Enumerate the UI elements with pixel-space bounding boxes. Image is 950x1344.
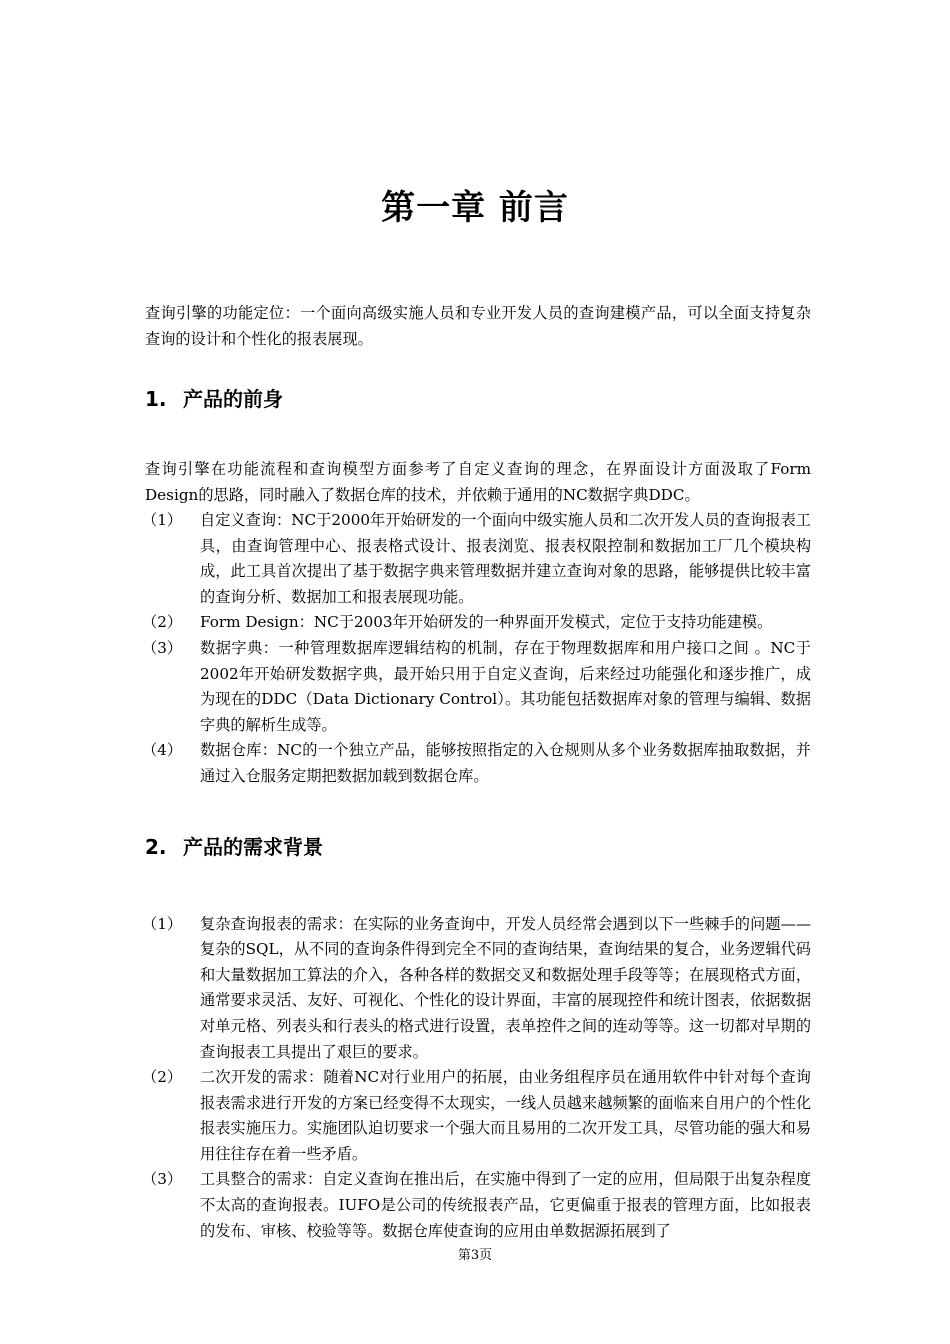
list-item-text: 自定义查询：NC于2000年开始研发的一个面向中级实施人员和二次开发人员的查询报表工具，由查询管理中心、报表格式设计、报表浏览、报表权限控制和数据加工厂几个模块构成，此工具首次提出了基于数据字典来管理数据并建立查询对象的思路，能够提供比较丰富的查询分析、数据加工和报表展现功能。 [200, 511, 811, 606]
list-item-text: 复杂查询报表的需求：在实际的业务查询中，开发人员经常会遇到以下一些棘手的问题——复杂的SQL，从不同的查询条件得到完全不同的查询结果，查询结果的复合，业务逻辑代码和大量数据加工算法的介入，各种各样的数据交叉和数据处理手段等等；在展现格式方面，通常要求灵活、友好、可视化、个性化的设计界面，丰富的展现控件和统计图表，依据数据对单元格、列表头和行表头的格式进行设置，表单控件之间的连动等等。这一切都对早期的查询报表工具提出了艰巨的要求。 [200, 914, 811, 1061]
list-item-text: 数据字典：一种管理数据库逻辑结构的机制，存在于物理数据库和用户接口之间 。NC于2002年开始研发数据字典，最开始只用于自定义查询，后来经过功能强化和逐步推广，成为现在的DDC（Data Dictionary Control）。其功能包括数据库对象的管理与编辑、数据字典的解析生成等。 [200, 638, 811, 734]
list-item-text: 工具整合的需求：自定义查询在推出后，在实施中得到了一定的应用，但局限于出复杂程度不太高的查询报表。IUFO是公司的传统报表产品，它更偏重于报表的管理方面，比如报表的发布、审核、校验等等。数据仓库使查询的应用由单数据源拓展到了 [200, 1170, 811, 1240]
section-title: 产品的前身 [183, 387, 283, 411]
list-item [142, 912, 811, 1066]
list-item [142, 738, 811, 789]
section-number: 2. [145, 834, 167, 859]
list-item-text: 数据仓库：NC的一个独立产品，能够按照指定的入仓规则从多个业务数据库抽取数据，并通过入仓服务定期把数据加载到数据仓库。 [200, 741, 811, 785]
section-heading-1 [145, 384, 811, 414]
intro-paragraph: 查询引擎的功能定位：一个面向高级实施人员和专业开发人员的查询建模产品，可以全面支持复杂查询的设计和个性化的报表展现。 [145, 304, 811, 348]
section-title: 产品的需求背景 [183, 834, 323, 859]
section1-paragraph: 查询引擎在功能流程和查询模型方面参考了自定义查询的理念，在界面设计方面汲取了Form Design的思路，同时融入了数据仓库的技术，并依赖于通用的NC数据字典DDC。 [145, 460, 811, 504]
chapter-title: 第一章 前言 [381, 188, 569, 228]
section-heading-2 [145, 832, 811, 862]
list-marker: （2） [142, 1068, 183, 1087]
list-item [142, 1167, 811, 1244]
list-item [142, 508, 811, 610]
list-marker: （3） [142, 1170, 183, 1189]
list-marker: （1） [142, 511, 183, 529]
list-marker: （4） [142, 741, 183, 760]
document-body [142, 300, 811, 1244]
list-marker: （2） [142, 613, 183, 632]
list-item [142, 610, 811, 636]
list-marker: （3） [142, 638, 183, 657]
page-number: 第3页 [457, 1248, 493, 1263]
section-number: 1. [145, 387, 167, 411]
list-item-text: Form Design：NC于2003年开始研发的一种界面开发模式，定位于支持功能建模。 [200, 613, 773, 632]
list-item-text: 二次开发的需求：随着NC对行业用户的拓展，由业务组程序员在通用软件中针对每个查询报表需求进行开发的方案已经变得不太现实，一线人员越来越频繁的面临来自用户的个性化报表实施压力。实施团队迫切要求一个强大而且易用的二次开发工具，尽管功能的强大和易用往往存在着一些矛盾。 [200, 1068, 811, 1163]
list-item [142, 636, 811, 738]
list-marker: （1） [142, 914, 183, 933]
list-item [142, 1065, 811, 1167]
